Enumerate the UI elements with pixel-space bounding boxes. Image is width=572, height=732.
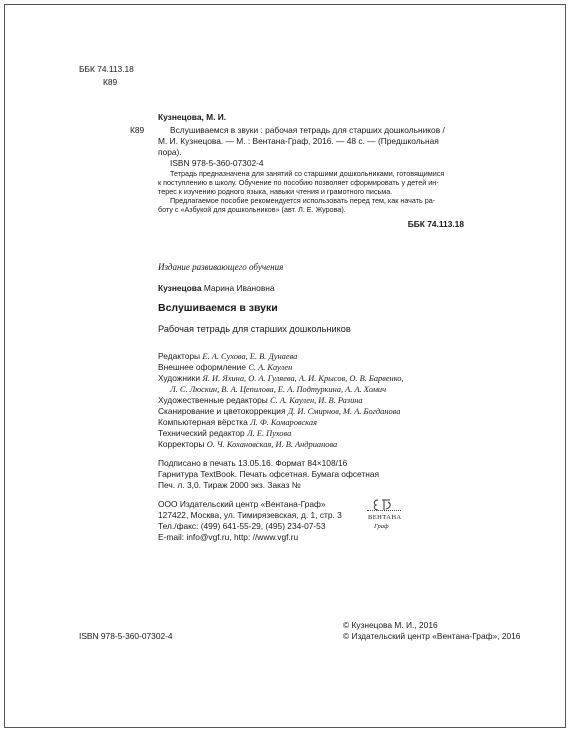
credit-row <box>158 428 291 439</box>
credit-row <box>158 362 292 373</box>
credit-row <box>158 373 404 384</box>
credit-names: О. Ч. Кохановская, И. В. Андрианова <box>206 440 338 449</box>
credit-role: Сканирование и цветокоррекция <box>158 406 286 416</box>
catalog-line-1: Вслушиваемся в звуки : рабочая тетрадь для старших дошкольников / <box>170 125 445 135</box>
book-title: Вслушиваемся в звуки <box>158 302 278 314</box>
top-bbk-code: ББК 74.113.18 <box>79 64 134 74</box>
print-info-line: Гарнитура TextBook. Печать офсетная. Бумага офсетная <box>158 469 380 479</box>
credit-role: Технический редактор <box>158 428 245 438</box>
publisher-line: 127422, Москва, ул. Тимирязевская, д. 1, стр. 3 <box>158 510 342 520</box>
edition-type: Издание развивающего обучения <box>158 262 284 272</box>
publisher-logo <box>364 498 404 542</box>
catalog-desc-line: к поступлению в школу. Обучение по пособию позволяет сформировать у детей ин- <box>158 178 439 187</box>
credit-role: Внешнее оформление <box>158 362 246 372</box>
publisher-line: Тел./факс: (499) 641-55-29, (495) 234-07-53 <box>158 521 326 531</box>
credit-names: Е. А. Сухова, Е. В. Дунаева <box>202 352 298 361</box>
credit-row <box>158 417 317 428</box>
credit-names: Д. И. Смирнов, М. А. Богданова <box>287 407 401 416</box>
credit-row <box>158 406 400 417</box>
bottom-isbn: ISBN 978-5-360-07302-4 <box>79 631 173 641</box>
catalog-isbn: ISBN 978-5-360-07302-4 <box>170 158 264 168</box>
catalog-desc-line: терес к изучению родного языка, навыки чтения и грамотного письма. <box>158 187 393 196</box>
print-info-line: Подписано в печать 13.05.16. Формат 84×108/16 <box>158 458 348 468</box>
author-full-name <box>158 283 275 293</box>
credit-role: Компьютерная вёрстка <box>158 417 248 427</box>
book-subtitle: Рабочая тетрадь для старших дошкольников <box>158 324 351 334</box>
credit-names: С. А. Каулен <box>248 363 293 372</box>
credit-row <box>158 439 337 450</box>
credit-names: С. А. Каулен, И. В. Разина <box>270 396 363 405</box>
credit-role: Редакторы <box>158 351 201 361</box>
credit-names: Я. И. Яхина, О. А. Гуляева, А. И. Крысов, О. В. Барвенко, <box>202 374 404 383</box>
logo-divider <box>367 510 401 511</box>
catalog-line-3: пора). <box>158 147 182 157</box>
credit-names: Л. С. Люскин, В. А. Цепилова, Е. А. Подтуркина, А. А. Хомич <box>170 385 387 394</box>
top-cutter-code: К89 <box>103 77 118 87</box>
credit-names: Л. Е. Пухова <box>246 429 292 438</box>
catalog-desc-line: Тетрадь предназначена для занятий со старшими дошкольниками, готовящимися <box>170 169 445 178</box>
author-given-names: Марина Ивановна <box>203 283 275 293</box>
copyright-publisher: © Издательский центр «Вентана-Граф», 2016 <box>343 631 521 641</box>
credit-row <box>170 384 386 395</box>
catalog-cutter: К89 <box>130 125 145 135</box>
copyright-author: © Кузнецова М. И., 2016 <box>343 620 438 630</box>
catalog-bbk: ББК 74.113.18 <box>407 219 464 229</box>
catalog-author: Кузнецова, М. И. <box>158 112 227 122</box>
credit-row <box>158 395 363 406</box>
credit-role: Корректоры <box>158 439 205 449</box>
catalog-desc-line: боту с «Азбукой для дошкольников» (авт. Л. Е. Журова). <box>158 205 346 214</box>
author-surname: Кузнецова <box>158 283 202 293</box>
publisher-line: E-mail: info@vgf.ru, http: //www.vgf.ru <box>158 532 299 542</box>
logo-text-ventana: ВЕНТАНА <box>368 514 402 521</box>
credit-role: Художники <box>158 373 201 383</box>
credit-role: Художественные редакторы <box>158 395 268 405</box>
logo-text-graf: Граф <box>374 523 389 530</box>
credit-names: Л. Ф. Комаровская <box>250 418 317 427</box>
credit-row <box>158 351 297 362</box>
catalog-desc-line: Предлагаемое пособие рекомендуется использовать перед тем, как начать ра- <box>170 196 436 205</box>
print-info-line: Печ. л. 3,0. Тираж 2000 экз. Заказ № <box>158 480 301 490</box>
catalog-line-2: М. И. Кузнецова. — М. : Вентана-Граф, 2016. — 48 с. — (Предшкольная <box>158 136 439 146</box>
publisher-line: ООО Издательский центр «Вентана-Граф» <box>158 499 326 509</box>
